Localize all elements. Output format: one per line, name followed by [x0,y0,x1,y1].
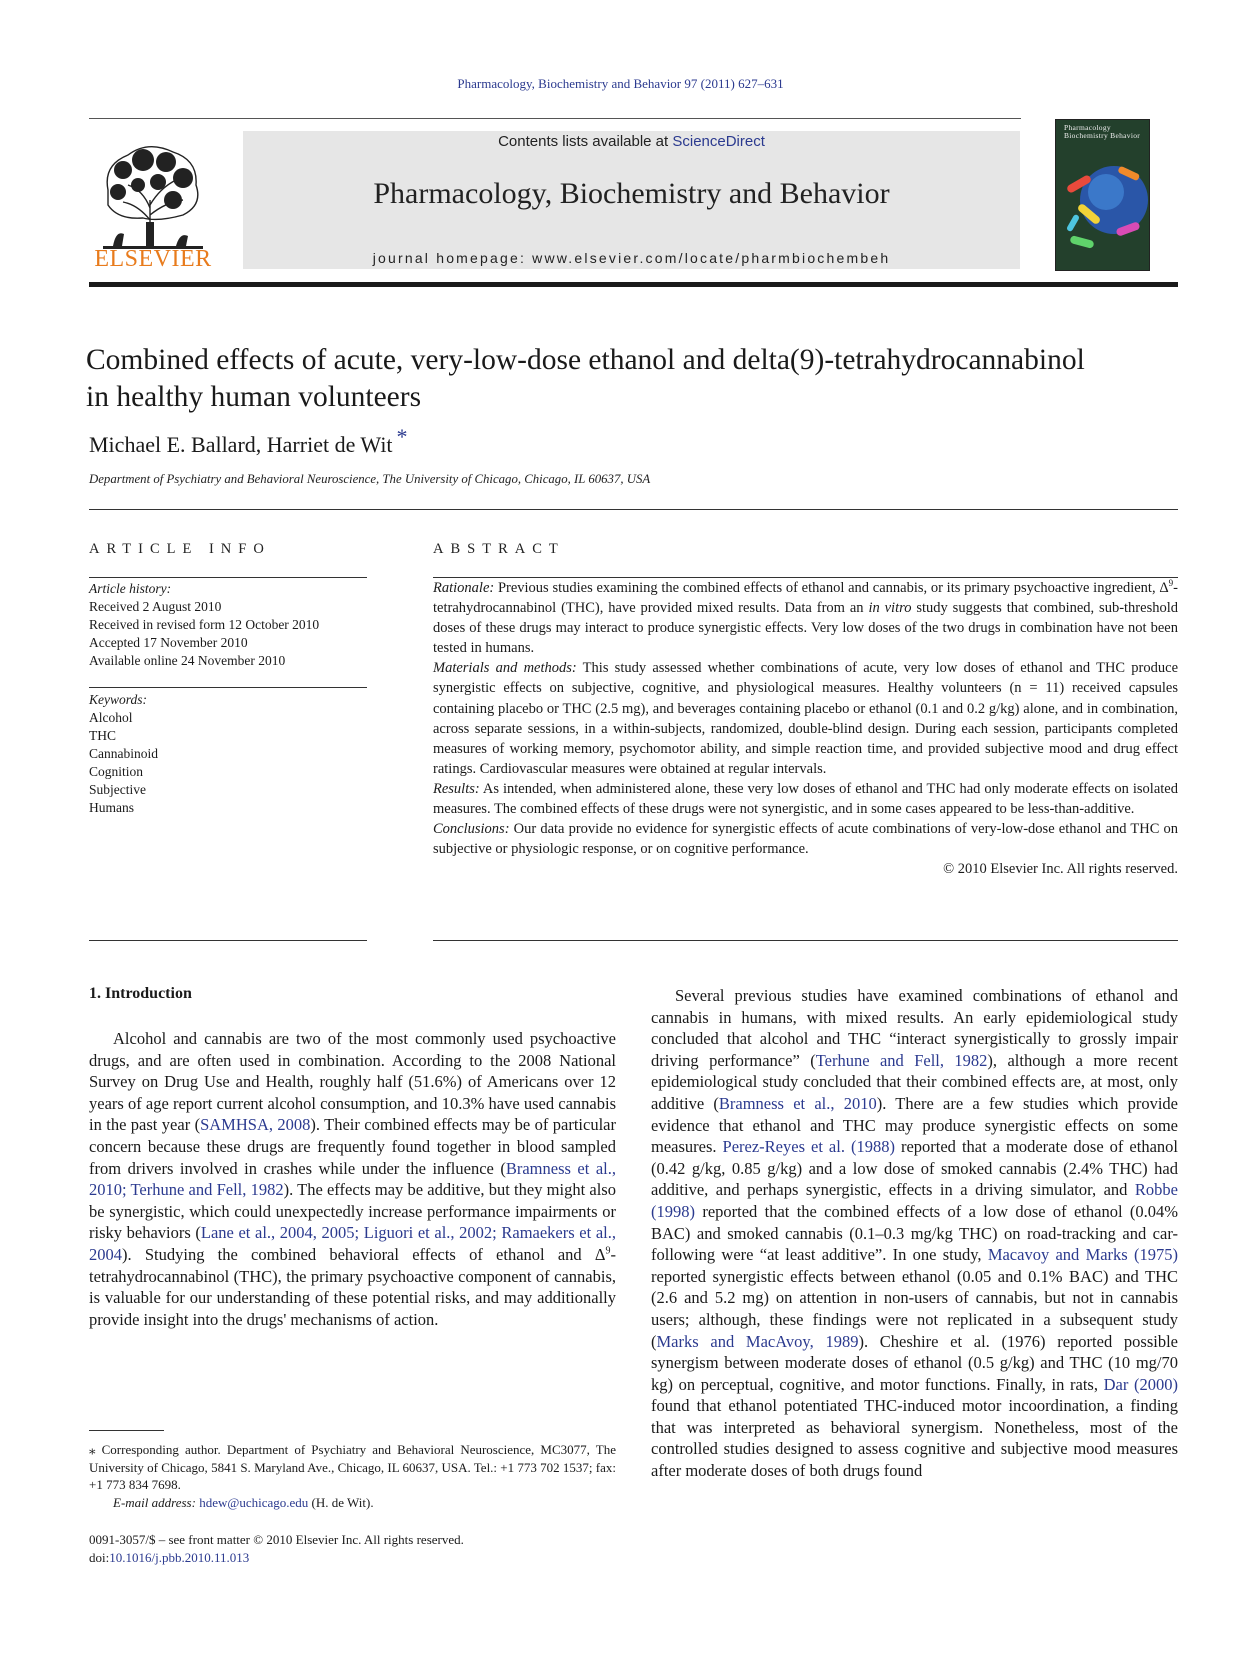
authors-text: Michael E. Ballard, Harriet de Wit [89,432,393,457]
paragraph [89,1028,616,1330]
citation-link[interactable]: Marks and MacAvoy, 1989 [656,1331,859,1351]
abstract-bottom-divider [433,940,1178,941]
article-info-divider [89,577,367,578]
body-column-right [651,985,1178,1482]
abstract-results [433,779,1178,819]
conclusions-label: Conclusions: [433,821,510,838]
history-label: Article history: [89,581,172,596]
abstract-rationale [433,578,1178,658]
issn-line: 0091-3057/$ – see front matter © 2010 Elsevier Inc. All rights reserved. [89,1532,464,1547]
journal-citation[interactable]: Pharmacology, Biochemistry and Behavior 97 (2011) 627–631 [457,76,784,91]
author-list [89,424,408,458]
article-info-heading: ARTICLE INFO [89,541,271,557]
title-line-1: Combined effects of acute, very-low-dose ethanol and delta(9)-tetrahydrocannabinol [86,344,1085,376]
results-text: As intended, when administered alone, these very low doses of ethanol and THC had only moderate effects on isolated measures. The combined effects of these drugs were not synergistic, and in some cases appeared to be less-than-additive. [433,780,1178,818]
methods-label: Materials and methods: [433,660,577,677]
email-link[interactable]: hdew@uchicago.edu [199,1494,309,1510]
rationale-text: -tetrahydrocannabinol (THC), have provided mixed results. Data from an [433,580,1178,617]
contents-line [243,133,1020,150]
contents-prefix: Contents lists available at [498,133,673,150]
keyword: Humans [89,800,134,815]
rationale-label: Rationale: [433,580,495,596]
body-column-left [89,1028,616,1330]
history-item: Received in revised form 12 October 2010 [89,617,320,632]
text: reported synergistic effects between ethanol (0.05 and 0.1% BAC) and THC (2.6 and 5.2 mg) on attention in non-users of cannabis, but not in cannabis users; although, these findings were not replicated in a subsequent study ( [651,1266,1178,1351]
text: ). Studying the combined behavioral effects of ethanol and Δ [122,1244,606,1264]
history-item: Accepted 17 November 2010 [89,635,248,650]
keyword: Cannabinoid [89,746,158,761]
abstract-methods [433,658,1178,779]
keywords-label: Keywords: [89,692,147,707]
superscript: 9 [1168,578,1174,589]
citation-link[interactable]: Perez-Reyes et al. (1988) [722,1137,895,1157]
citation-link[interactable]: Bramness et al., 2010 [718,1093,877,1113]
text: ), although a more recent epidemiological study concluded that their combined effects are, at most, only additive ( [651,1050,1179,1113]
results-label: Results: [433,780,480,797]
text: found that ethanol potentiated THC-induced motor incoordination, a finding that was interpreted as behavioral synergism. Nonetheless, most of the controlled studies designed to assess cognitive and subjective mood measures after moderate doses of both drugs found [651,1396,1178,1481]
superscript: 9 [605,1245,611,1257]
text: ). There are a few studies which provide evidence that ethanol and THC may produce synergistic effects on some measures. [651,1093,1178,1157]
journal-name: Pharmacology, Biochemistry and Behavior [373,177,890,210]
text: reported that the combined effects of a low dose of ethanol (0.04% BAC) and smoked cannabis (0.1–0.3 mg/kg THC) on road-tracking and car-following were “at least additive”. In one study, [651,1201,1178,1265]
header-thick-divider [89,282,1178,287]
rationale-text: Previous studies examining the combined effects of ethanol and cannabis, or its primary psychoactive ingredient, Δ [494,580,1169,596]
doi-link[interactable]: 10.1016/j.pbb.2010.11.013 [109,1549,250,1565]
text: ). Cheshire et al. (1976) reported possible synergism between moderate doses of ethanol (0.5 g/kg) and THC (10 mg/70 kg) on perceptual, cognitive, and motor functions. Finally, in rats, [651,1331,1179,1394]
text: Several previous studies have examined combinations of ethanol and cannabis in humans, with mixed results. An early epidemiological study concluded that alcohol and THC “interact synergistically to grossly impair driving performance” ( [651,986,1178,1070]
abstract-heading: ABSTRACT [433,541,565,557]
article-history [89,580,367,670]
citation-link[interactable]: Bramness et al., 2010; Terhune and Fell, 1982 [89,1158,616,1200]
abstract-body [433,578,1178,879]
email-line [89,1494,616,1512]
footnote-divider [89,1430,164,1431]
footnote-text: ⁎ Corresponding author. Department of Psychiatry and Behavioral Neuroscience, MC3077, The University of Chicago, 5841 S. Maryland Ave., Chicago, IL 60637, USA. Tel.: +1 773 702 1537; fax: +1 773 834 7698. [89,1442,616,1492]
journal-homepage[interactable]: journal homepage: www.elsevier.com/locate/pharmbiochembeh [372,250,891,266]
doi-line [89,1549,616,1567]
sciencedirect-link[interactable]: ScienceDirect [672,133,765,150]
rationale-italic: in vitro [868,600,912,617]
citation-link[interactable]: Terhune and Fell, 1982 [815,1050,988,1070]
corresponding-author-mark[interactable]: * [396,424,408,449]
citation-link[interactable]: Lane et al., 2004, 2005; Liguori et al., 2002; Ramaekers et al., 2004 [89,1223,616,1264]
rationale-text: study suggests that combined, sub-threshold doses of these drugs may interact to produce synergistic effects. Very low doses of the two drugs in combination have not been tested in humans. [433,600,1178,657]
header-divider [89,118,1021,119]
elsevier-wordmark: ELSEVIER [94,246,212,272]
article-title [86,342,1186,416]
corresponding-author-footnote [89,1441,616,1511]
text: -tetrahydrocannabinol (THC), the primary psychoactive component of cannabis, is valuable for our understanding of these potential risks, and may additionally provide insight into the drugs' mechanisms of action. [89,1244,616,1329]
history-item: Received 2 August 2010 [89,599,222,614]
email-suffix: (H. de Wit). [308,1494,374,1510]
cover-art [1056,120,1149,270]
article-info-bottom-divider [89,940,367,941]
text: Alcohol and cannabis are two of the most commonly used psychoactive drugs, and are often used in combination. According to the 2008 National Survey on Drug Use and Health, roughly half (51.6%) of Americans over 12 years of age report current alcohol consumption, and 10.3% have used cannabis in the past year ( [89,1029,616,1135]
keyword: Subjective [89,782,146,797]
cover-title: Pharmacology Biochemistry Behavior [1064,123,1141,140]
affiliation-divider [89,509,1178,510]
keyword: Alcohol [89,710,133,725]
keywords-list [89,691,367,817]
section-heading-introduction: 1. Introduction [89,985,192,1002]
citation-link[interactable]: Macavoy and Marks (1975) [987,1245,1178,1265]
front-matter [89,1531,616,1566]
text: ). The effects may be additive, but they might also be synergistic, which could unexpectedly increase performance impairments or risky behaviors ( [89,1180,616,1243]
keyword: Cognition [89,764,144,779]
citation-link[interactable]: Dar (2000) [1103,1374,1178,1394]
text: reported that a moderate dose of ethanol (0.42 g/kg, 0.85 g/kg) and a low dose of smoked cannabis (2.4% THC) had additive, and perhaps synergistic, effects in a driving simulator, and [651,1137,1178,1200]
citation-link[interactable]: Robbe (1998) [651,1180,1178,1221]
conclusions-text: Our data provide no evidence for synergistic effects of acute combinations of very-low-dose ethanol and THC on subjective or physiologic response, or on cognitive performance. [433,821,1178,858]
abstract-conclusions [433,819,1178,859]
keywords-divider [89,687,367,688]
title-line-2: in healthy human volunteers [86,381,422,413]
methods-text: This study assessed whether combinations of acute, very low doses of ethanol and THC produce synergistic effects on subjective, cognitive, and physiological measures. Healthy volunteers (n = 11) received capsules containing placebo or THC (2.5 mg), and beverages containing placebo or ethanol (0.1 and 0.2 g/kg) alone, and in combination, across separate sessions, in a within-subjects, randomized, double-blind design. During each session, participants completed measures of working memory, psychomotor ability, and simple reaction time, and provided subjective mood and drug effect ratings. Cardiovascular measures were obtained at regular intervals. [433,660,1178,777]
text: ). Their combined effects may be of particular concern because these drugs are frequently found together in blood sampled from drivers involved in crashes while under the influence ( [89,1115,616,1178]
keyword: THC [89,728,116,743]
journal-cover-image [1055,119,1150,271]
doi-label: doi: [89,1549,110,1565]
copyright-notice: © 2010 Elsevier Inc. All rights reserved. [943,861,1178,878]
citation-link[interactable]: SAMHSA, 2008 [200,1115,311,1135]
author-affiliation: Department of Psychiatry and Behavioral Neuroscience, The University of Chicago, Chicago, IL 60637, USA [89,472,651,486]
paragraph [651,985,1178,1482]
email-label: E-mail address: [113,1494,200,1510]
history-item: Available online 24 November 2010 [89,653,286,668]
